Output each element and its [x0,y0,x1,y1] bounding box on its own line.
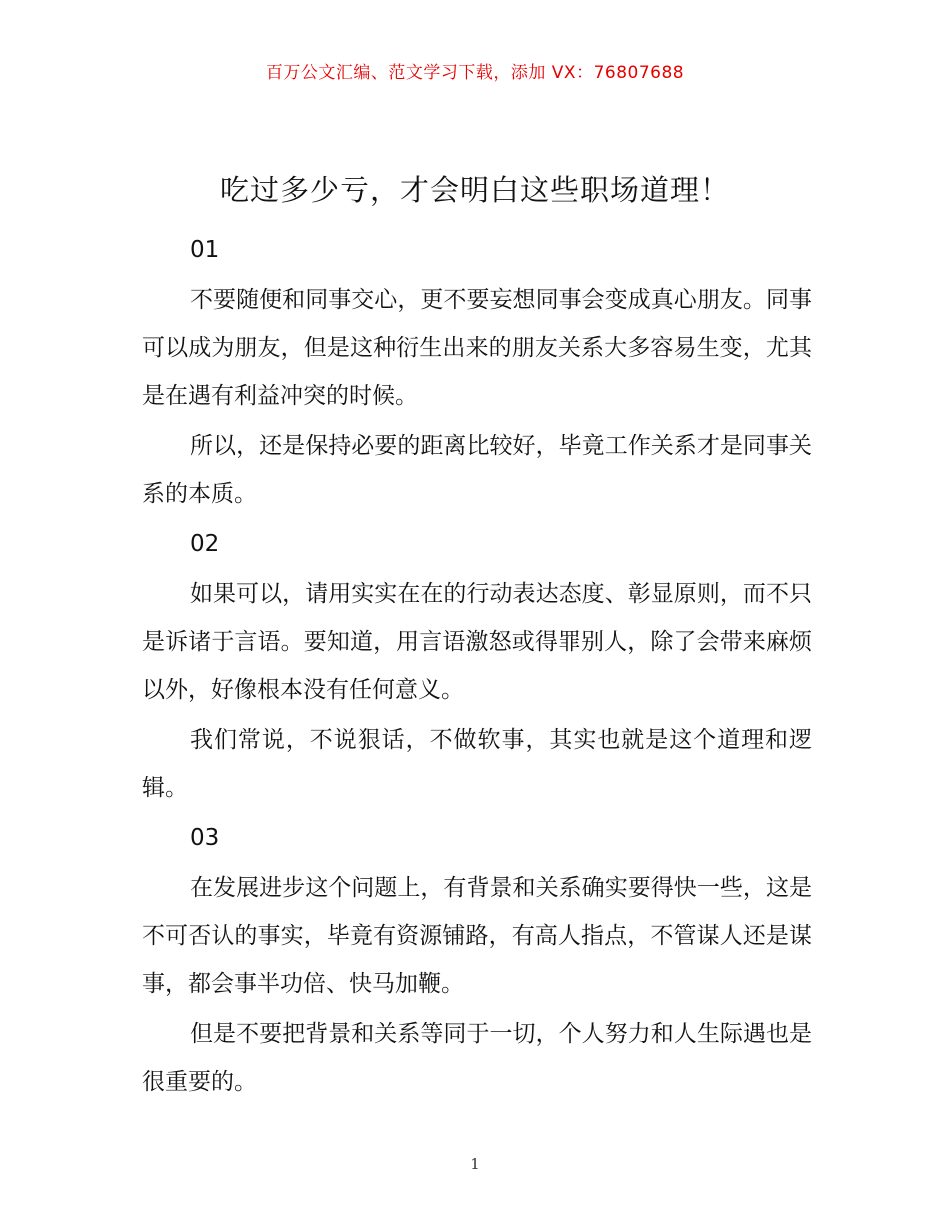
document-title: 吃过多少亏，才会明白这些职场道理！ [219,173,730,207]
paragraph: 在发展进步这个问题上，有背景和关系确实要得快一些，这是不可否认的事实，毕竟有资源铺路，有高人指点，不管谋人还是谋事，都会事半功倍、快马加鞭。 [142,875,812,997]
document-body [142,226,812,1106]
paragraph: 但是不要把背景和关系等同于一切，个人努力和人生际遇也是很重要的。 [142,1021,812,1095]
section-number-03: 03 [190,825,220,851]
page-number: 1 [470,1155,480,1173]
header-banner: 百万公文汇编、范文学习下载，添加 VX：76807688 [265,63,685,83]
section-number-02: 02 [190,531,220,557]
paragraph: 我们常说，不说狠话，不做软事，其实也就是这个道理和逻辑。 [142,727,812,801]
paragraph: 不要随便和同事交心，更不要妄想同事会变成真心朋友。同事可以成为朋友，但是这种衍生出来的朋友关系大多容易生变，尤其是在遇有利益冲突的时候。 [142,287,812,409]
paragraph: 如果可以，请用实实在在的行动表达态度、彰显原则，而不只是诉诸于言语。要知道，用言语激怒或得罪别人，除了会带来麻烦以外，好像根本没有任何意义。 [142,581,812,703]
paragraph: 所以，还是保持必要的距离比较好，毕竟工作关系才是同事关系的本质。 [142,433,812,507]
section-number-01: 01 [190,237,220,263]
